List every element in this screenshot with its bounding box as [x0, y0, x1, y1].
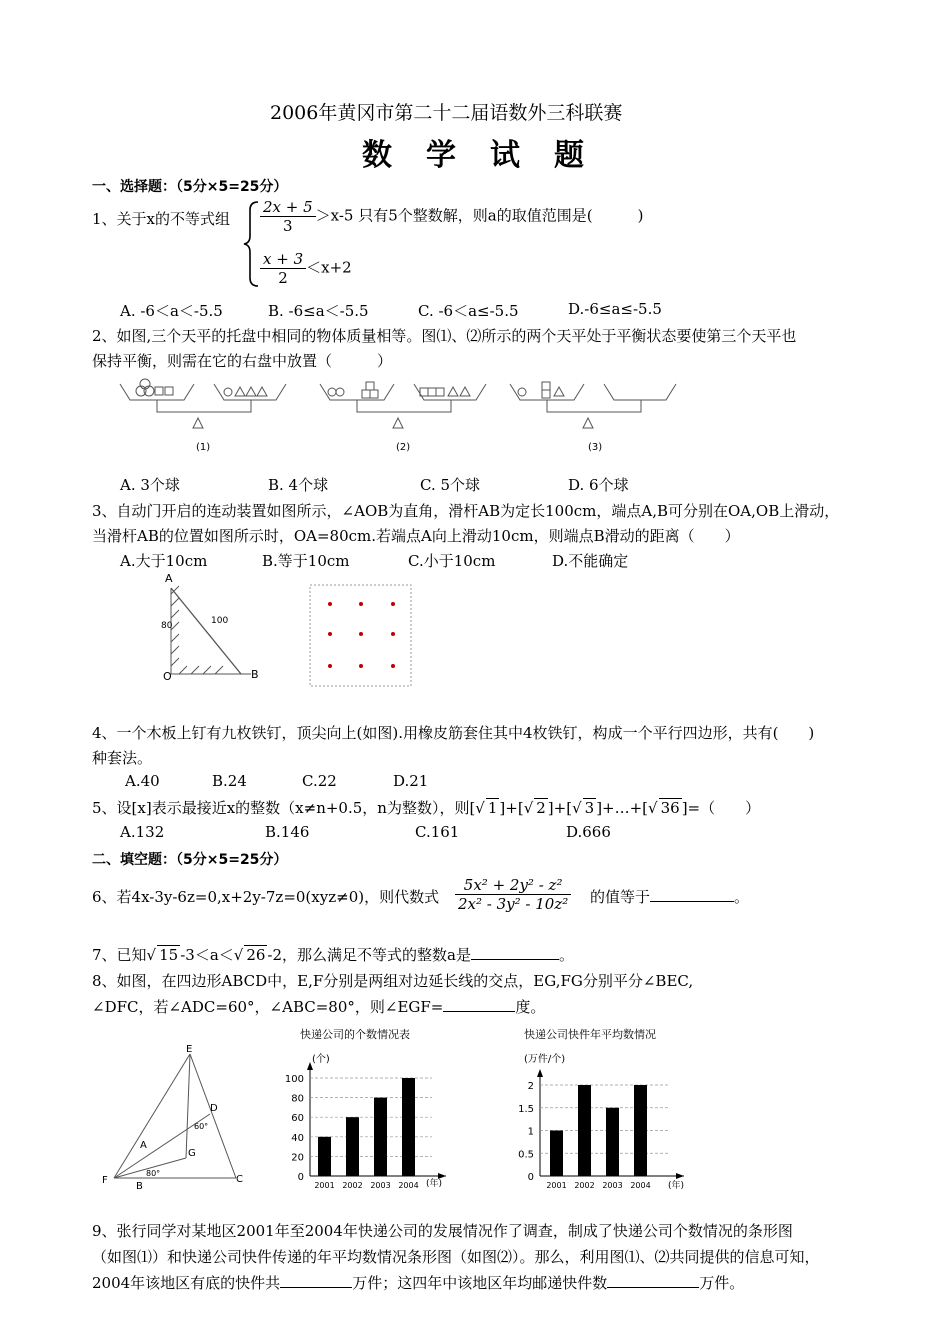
label-o: O — [163, 670, 172, 683]
q3-option-d: D.不能确定 — [552, 552, 629, 570]
q7-answer-blank[interactable] — [471, 945, 559, 960]
q9-line3-c: 万件。 — [699, 1274, 745, 1292]
q1-ineq2-den: 2 — [278, 269, 288, 287]
bar — [606, 1108, 619, 1176]
contest-title: 2006年黄冈市第二十二届语数外三科联赛 — [270, 102, 623, 124]
q1-ineq2-rest: ＜x+2 — [306, 258, 352, 277]
q4-line1: 4、一个木板上钉有九枚铁钉，顶尖向上(如图).用橡皮筋套住其中4枚铁钉，构成一个平行四边形，共有( ) — [92, 724, 815, 742]
y-tick-label: 80 — [291, 1093, 304, 1105]
q3-option-b: B.等于10cm — [262, 552, 350, 570]
q7-prefix: 7、已知 — [92, 946, 147, 964]
q5-root4: 36 — [660, 799, 680, 817]
quadrilateral-figure — [100, 1040, 260, 1190]
sqrt-icon: √ — [146, 946, 157, 964]
q2-option-b: B. 4个球 — [268, 476, 329, 494]
q5-mid2: ]+[ — [547, 799, 573, 817]
chart-avg-parcels — [510, 1024, 710, 1194]
q1-option-a: A. -6＜a＜-5.5 — [120, 302, 223, 320]
q5-option-d: D.666 — [566, 823, 611, 841]
q7-root2: 26 — [246, 946, 266, 964]
arrow-up-icon — [537, 1069, 543, 1077]
sqrt-icon: √ — [572, 799, 582, 817]
y-tick-label: 20 — [291, 1152, 304, 1164]
x-tick-label: 2002 — [574, 1181, 595, 1190]
label-b: B — [251, 668, 259, 681]
q1-option-c: C. -6＜a≤-5.5 — [418, 302, 519, 320]
chart2-xlabels — [546, 1181, 650, 1190]
q6-fraction — [455, 876, 571, 913]
q6-stem — [92, 886, 439, 907]
q9-line1: 9、张行同学对某地区2001年至2004年快递公司的发展情况作了调查，制成了快递公司个数情况的条形图 — [92, 1222, 793, 1240]
bar — [346, 1117, 359, 1176]
y-tick-label: 0 — [527, 1172, 534, 1183]
y-tick-label: 1 — [527, 1126, 534, 1138]
nail-board-figure — [309, 584, 413, 688]
chart1-bars — [318, 1078, 415, 1176]
q7-end: 。 — [558, 946, 574, 964]
chart1-title: 快递公司的个数情况表 — [300, 1028, 410, 1041]
chart2-xlabel: (年) — [668, 1181, 685, 1191]
paper-title: 数学试题 — [362, 138, 618, 173]
q2-line2: 保持平衡，则需在它的右盘中放置（ ） — [92, 352, 393, 370]
bar — [550, 1131, 563, 1177]
angle-60-label: 60° — [194, 1122, 209, 1131]
label-c: C — [236, 1174, 243, 1185]
y-tick-label: 0 — [297, 1172, 304, 1183]
chart2-ylabel: (万件/个) — [524, 1054, 566, 1065]
label-a: A — [140, 1140, 147, 1151]
x-tick-label: 2002 — [342, 1181, 363, 1190]
chart2-ticks — [518, 1081, 670, 1183]
label-e: E — [186, 1044, 193, 1055]
q2-option-c: C. 5个球 — [420, 476, 481, 494]
q1-ineq2-num: x + 3 — [260, 250, 306, 269]
q6-den: 2x² - 3y² - 10z² — [458, 895, 569, 913]
q8-answer-blank[interactable] — [443, 997, 515, 1012]
label-oa-length: 80 — [161, 621, 173, 631]
q3-line2: 当滑杆AB的位置如图所示时，OA=80cm.若端点A向上滑动10cm，则端点B滑动的距离（ ） — [92, 527, 740, 545]
q5-root1: 1 — [487, 799, 498, 817]
x-tick-label: 2004 — [398, 1181, 419, 1190]
label-ab-length: 100 — [211, 616, 229, 626]
q5-option-a: A.132 — [120, 823, 165, 841]
q5-suffix: ]=（ ） — [681, 799, 761, 817]
q7-mid: -3＜a＜ — [180, 946, 234, 964]
x-tick-label: 2001 — [314, 1181, 335, 1190]
chart1-xlabels — [314, 1181, 418, 1190]
balance-2 — [320, 382, 486, 428]
q2-option-d: D. 6个球 — [568, 476, 629, 494]
q6-tail-text: 的值等于 — [590, 888, 651, 906]
y-tick-label: 2 — [527, 1081, 534, 1092]
y-tick-label: 1.5 — [518, 1103, 534, 1115]
q1-stem — [92, 208, 230, 229]
balance-3 — [510, 382, 676, 428]
q2-option-a: A. 3个球 — [120, 476, 180, 494]
q1-ineq1 — [260, 198, 643, 235]
label-g: G — [188, 1148, 196, 1159]
balance-1 — [120, 379, 286, 428]
bar — [374, 1098, 387, 1176]
q6-answer-blank[interactable] — [650, 887, 734, 902]
q4-option-b: B.24 — [212, 772, 247, 790]
y-tick-label: 40 — [291, 1132, 304, 1144]
angle-80-label: 80° — [146, 1169, 161, 1178]
chart1-ylabel: (个) — [312, 1054, 330, 1065]
q3-option-c: C.小于10cm — [408, 552, 496, 570]
q4-option-c: C.22 — [302, 772, 337, 790]
q1-text-before: 1、关于x的不等式组 — [92, 210, 231, 228]
q1-ineq1-num: 2x + 5 — [260, 198, 316, 217]
q1-option-d: D.-6≤a≤-5.5 — [568, 300, 662, 318]
chart-company-count — [282, 1024, 452, 1194]
q1-text-after: 只有5个整数解，则a的取值范围是( ) — [358, 206, 644, 225]
bar — [318, 1137, 331, 1176]
balance-caption-3: (3) — [588, 442, 603, 453]
q3-line1: 3、自动门开启的连动装置如图所示，∠AOB为直角，滑杆AB为定长100cm，端点A,B可分别在OA,OB上滑动， — [92, 502, 840, 520]
q8-line2-text: ∠DFC，若∠ADC=60°，∠ABC=80°，则∠EGF= — [92, 998, 444, 1016]
q5-prefix: 5、设[x]表示最接近x的整数（x≠n+0.5，n为整数），则[ — [92, 799, 476, 817]
brace-icon — [242, 200, 262, 288]
q8-line1: 8、如图，在四边形ABCD中，E,F分别是两组对边延长线的交点，EG,FG分别平分∠BEC, — [92, 972, 694, 990]
q5-root2: 2 — [536, 799, 546, 817]
q8-line2-end: 度。 — [515, 998, 546, 1016]
q4-line2: 种套法。 — [92, 749, 153, 767]
section1-title: 一、选择题：（5分×5=25分） — [92, 179, 288, 195]
y-tick-label: 0.5 — [518, 1149, 534, 1161]
bar — [578, 1085, 591, 1176]
q4-option-a: A.40 — [125, 772, 160, 790]
bar — [634, 1085, 647, 1176]
q6-num: 5x² + 2y² - z² — [455, 876, 571, 895]
q2-line1: 2、如图,三个天平的托盘中相同的物体质量相等。图⑴、⑵所示的两个天平处于平衡状态要使第三个天平也 — [92, 327, 797, 345]
q3-option-a: A.大于10cm — [120, 552, 208, 570]
q1-ineq2 — [260, 250, 352, 287]
q5-mid1: ]+[ — [499, 799, 524, 817]
q7-root1: 15 — [159, 946, 179, 964]
q6-end: 。 — [734, 888, 750, 906]
label-b: B — [136, 1181, 143, 1190]
q5-mid3: ]+…+[ — [596, 799, 649, 817]
q5-option-c: C.161 — [415, 823, 460, 841]
sqrt-icon: √ — [523, 799, 534, 817]
balance-figures — [118, 378, 818, 460]
q9-blank-1[interactable] — [280, 1273, 352, 1288]
q1-option-b: B. -6≤a＜-5.5 — [268, 302, 369, 320]
q6-text: 6、若4x-3y-6z=0,x+2y-7z=0(xyz≠0)，则代数式 — [92, 888, 440, 906]
q9-line3-a: 2004年该地区有底的快件共 — [92, 1274, 281, 1292]
q5-option-b: B.146 — [265, 823, 310, 841]
x-tick-label: 2001 — [546, 1181, 567, 1190]
arrow-right-icon — [676, 1173, 684, 1179]
q1-ineq1-den: 3 — [283, 217, 293, 235]
q4-option-d: D.21 — [393, 772, 429, 790]
label-d: D — [210, 1103, 218, 1114]
q9-blank-2[interactable] — [607, 1273, 699, 1288]
x-tick-label: 2004 — [630, 1181, 651, 1190]
q7-stem — [92, 944, 574, 965]
bar — [402, 1078, 415, 1176]
q7-suffix: -2，那么满足不等式的整数a是 — [267, 946, 471, 964]
y-tick-label: 100 — [284, 1074, 304, 1085]
q5-stem — [92, 797, 760, 818]
sqrt-icon: √ — [475, 799, 485, 817]
balance-caption-1: (1) — [196, 442, 211, 453]
q1-ineq1-rest: ＞x-5 — [315, 206, 354, 225]
q9-line3-b: 万件；这四年中该地区年均邮递快件数 — [352, 1274, 608, 1292]
y-tick-label: 60 — [291, 1113, 304, 1125]
sliding-door-figure — [155, 568, 275, 688]
sqrt-icon: √ — [233, 946, 244, 964]
x-tick-label: 2003 — [370, 1181, 391, 1190]
section2-title: 二、填空题：（5分×5=25分） — [92, 852, 288, 868]
balance-caption-2: (2) — [396, 442, 411, 453]
q9-line2: （如图⑴）和快递公司快件传递的年平均数情况条形图（如图⑵）。那么，利用图⑴、⑵共同提供的信息可知， — [92, 1248, 820, 1266]
q6-tail — [590, 886, 749, 907]
q9-line3 — [92, 1272, 744, 1293]
q5-root3: 3 — [584, 799, 595, 817]
q8-line2 — [92, 996, 545, 1017]
x-tick-label: 2003 — [602, 1181, 623, 1190]
sqrt-icon: √ — [648, 799, 658, 817]
chart2-title: 快递公司快件年平均数情况 — [524, 1028, 656, 1041]
chart1-xlabel: (年) — [426, 1179, 443, 1189]
label-a: A — [165, 572, 173, 585]
label-f: F — [102, 1175, 108, 1186]
